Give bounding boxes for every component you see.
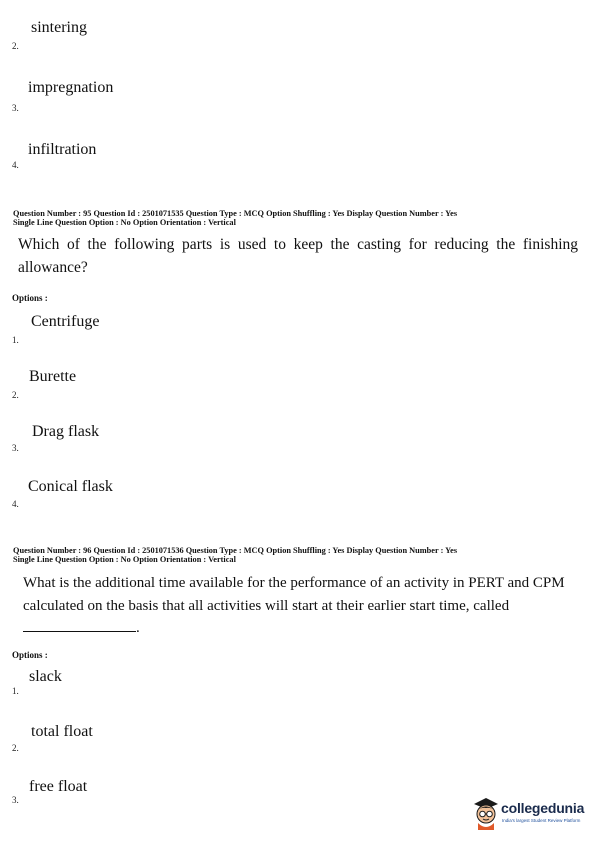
prev-option-2-number: 2.: [12, 41, 19, 51]
prev-option-3-text: impregnation: [28, 79, 114, 96]
prev-option-3-number: 3.: [12, 103, 19, 113]
question-95-option-1-number: 1.: [12, 335, 19, 345]
answer-blank-line: [23, 617, 136, 632]
question-96-meta: [13, 546, 457, 564]
mascot-icon: [469, 796, 503, 832]
question-95-option-3-number: 3.: [12, 443, 19, 453]
question-96-meta-line1: Question Number : 96 Question Id : 2501071536 Question Type : MCQ Option Shuffling : Yes Display Question Number : Yes: [13, 546, 458, 555]
question-95-option-4-number: 4.: [12, 499, 19, 509]
question-96-text-body: What is the additional time available for the performance of an activity in PERT and CPM calculated on the basis that all activities will start at their earlier start time, called: [23, 575, 565, 614]
question-96-option-1-number: 1.: [12, 686, 19, 696]
question-95-option-2-text[interactable]: Burette: [29, 368, 77, 385]
question-95-options-label: Options :: [12, 293, 48, 303]
question-96-text: [23, 572, 578, 618]
prev-option-4-text: infiltration: [28, 141, 97, 158]
question-95-option-4-text[interactable]: Conical flask: [28, 478, 113, 495]
question-96-option-1-text[interactable]: slack: [29, 668, 62, 685]
question-96-option-2-text[interactable]: total float: [31, 723, 93, 740]
question-96-meta-line2: Single Line Question Option : No Option Orientation : Vertical: [13, 555, 236, 564]
logo-tagline: India's largest Student Review Platform: [502, 818, 581, 823]
question-95-meta-line1: Question Number : 95 Question Id : 2501071535 Question Type : MCQ Option Shuffling : Yes Display Question Number : Yes: [13, 209, 458, 218]
question-95-option-3-text[interactable]: Drag flask: [32, 423, 100, 440]
question-95-meta-line2: Single Line Question Option : No Option Orientation : Vertical: [13, 218, 236, 227]
question-95-option-1-text[interactable]: Centrifuge: [31, 313, 100, 330]
question-96-option-3-text[interactable]: free float: [29, 778, 88, 795]
question-95-text: Which of the following parts is used to keep the casting for reducing the finishing allowance?: [18, 236, 578, 276]
question-96-text-end: .: [136, 620, 140, 636]
question-95-meta: [13, 209, 457, 227]
question-95-option-2-number: 2.: [12, 390, 19, 400]
question-96-option-3-number: 3.: [12, 795, 19, 805]
prev-option-2-text: sintering: [31, 19, 87, 36]
question-96-blank: [23, 617, 140, 637]
question-96-option-2-number: 2.: [12, 743, 19, 753]
question-96-options-label: Options :: [12, 650, 48, 660]
prev-option-4-number: 4.: [12, 160, 19, 170]
collegedunia-logo: [469, 796, 587, 832]
logo-wordmark: collegedunia: [501, 800, 585, 816]
